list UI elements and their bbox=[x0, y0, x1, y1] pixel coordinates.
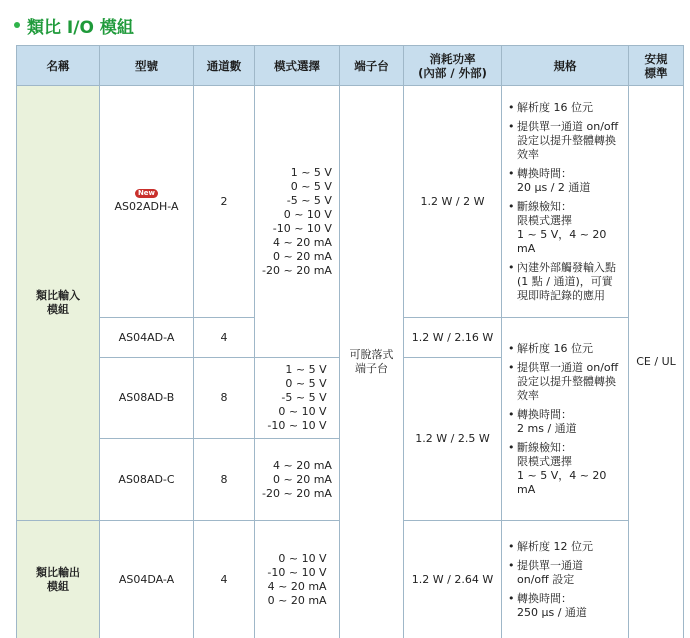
spec-item: • 提供單一通道 on/off 設定以提升整體轉換 效率 bbox=[508, 120, 624, 162]
spec-item: • 內建外部觸發輸入點 (1 點 / 通道)，可實 現即時記錄的應用 bbox=[508, 261, 624, 303]
header-mode: 模式選擇 bbox=[255, 45, 340, 86]
spec-cell-as04ad-as08ad bbox=[502, 318, 629, 521]
mode-cell-current: 4 ~ 20 mA 0 ~ 20 mA -20 ~ 20 mA bbox=[255, 439, 340, 521]
spec-item: • 解析度 12 位元 bbox=[508, 540, 593, 554]
power-cell: 1.2 W / 2.64 W bbox=[404, 521, 502, 638]
new-badge: New bbox=[135, 189, 158, 198]
header-power: 消耗功率 (內部 / 外部) bbox=[404, 45, 502, 86]
spec-item: • 斷線檢知： 限模式選擇 1 ~ 5 V，4 ~ 20 mA bbox=[508, 200, 624, 256]
spec-item: • 斷線檢知： 限模式選擇 1 ~ 5 V，4 ~ 20 mA bbox=[508, 441, 624, 497]
section-title bbox=[14, 12, 134, 38]
model-cell-as02adh-a: New AS02ADH-A bbox=[100, 86, 194, 318]
terminal-cell: 可脫落式 端子台 bbox=[340, 86, 404, 638]
spec-item: • 提供單一通道 on/off 設定 bbox=[508, 559, 593, 587]
header-cert: 安規 標準 bbox=[629, 45, 684, 86]
channels-cell: 8 bbox=[194, 358, 255, 439]
header-name: 名稱 bbox=[16, 45, 100, 86]
mode-cell-full: 1 ~ 5 V 0 ~ 5 V -5 ~ 5 V 0 ~ 10 V -10 ~ 10 V 4 ~ 20 mA 0 ~ 20 mA -20 ~ 20 mA bbox=[255, 86, 340, 358]
bullet-dot-icon bbox=[14, 22, 20, 28]
power-cell: 1.2 W / 2.5 W bbox=[404, 358, 502, 521]
model-cell-as08ad-b: AS08AD-B bbox=[100, 358, 194, 439]
spec-cell-as04da bbox=[502, 521, 629, 638]
model-cell-as08ad-c: AS08AD-C bbox=[100, 439, 194, 521]
spec-item: • 轉換時間： 20 μs / 2 通道 bbox=[508, 167, 624, 195]
header-spec: 規格 bbox=[502, 45, 629, 86]
cert-cell: CE / UL bbox=[629, 86, 684, 638]
power-cell: 1.2 W / 2 W bbox=[404, 86, 502, 318]
section-title-text: 類比 I/O 模組 bbox=[27, 17, 134, 38]
channels-cell: 8 bbox=[194, 439, 255, 521]
spec-item: • 轉換時間： 250 μs / 通道 bbox=[508, 592, 593, 620]
spec-item: • 轉換時間： 2 ms / 通道 bbox=[508, 408, 624, 436]
mode-cell-voltage: 1 ~ 5 V 0 ~ 5 V -5 ~ 5 V 0 ~ 10 V -10 ~ 10 V bbox=[255, 358, 340, 439]
group-analog-input: 類比輸入 模組 bbox=[16, 86, 100, 521]
header-terminal: 端子台 bbox=[340, 45, 404, 86]
group-analog-output: 類比輸出 模組 bbox=[16, 521, 100, 638]
mode-cell-output: 0 ~ 10 V -10 ~ 10 V 4 ~ 20 mA 0 ~ 20 mA bbox=[255, 521, 340, 638]
channels-cell: 4 bbox=[194, 318, 255, 358]
model-cell-as04da-a: AS04DA-A bbox=[100, 521, 194, 638]
spec-item: • 解析度 16 位元 bbox=[508, 342, 624, 356]
spec-cell-as02adh bbox=[502, 86, 629, 318]
channels-cell: 2 bbox=[194, 86, 255, 318]
spec-item: • 提供單一通道 on/off 設定以提升整體轉換 效率 bbox=[508, 361, 624, 403]
channels-cell: 4 bbox=[194, 521, 255, 638]
power-cell: 1.2 W / 2.16 W bbox=[404, 318, 502, 358]
header-model: 型號 bbox=[100, 45, 194, 86]
header-channels: 通道數 bbox=[194, 45, 255, 86]
spec-item: • 解析度 16 位元 bbox=[508, 101, 624, 115]
model-cell-as04ad-a: AS04AD-A bbox=[100, 318, 194, 358]
